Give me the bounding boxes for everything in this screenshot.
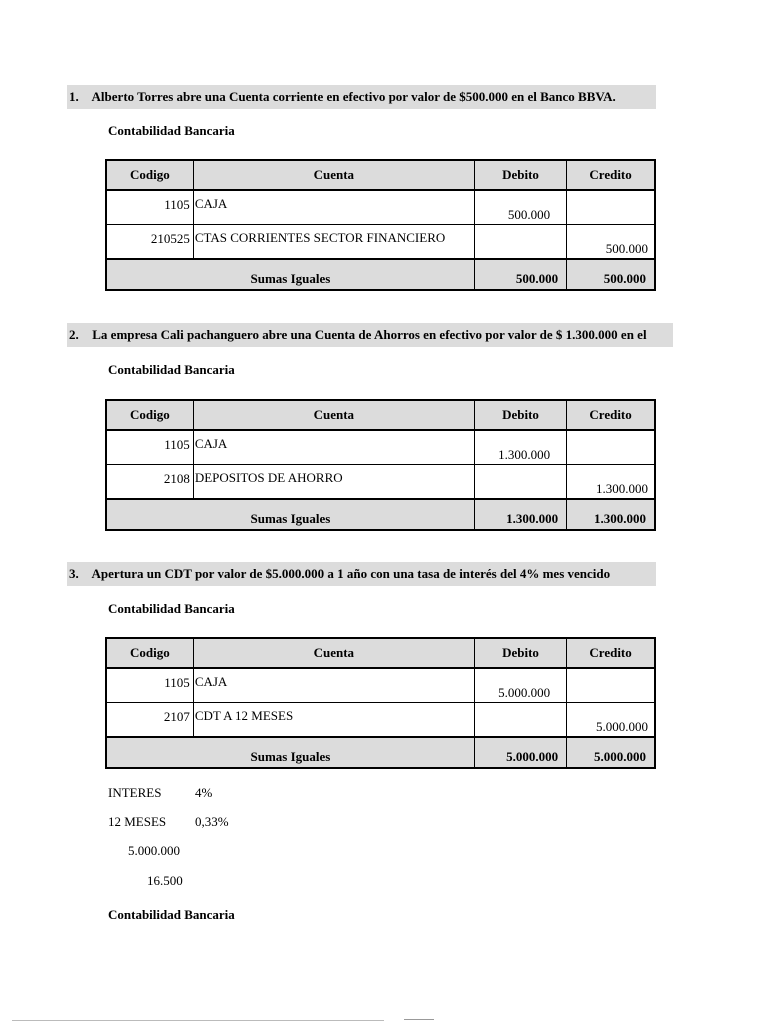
footer-divider (12, 1020, 384, 1021)
table-row (106, 703, 655, 738)
totals-row (106, 259, 655, 290)
total-debito: 5.000.000 (474, 737, 566, 768)
exercise-number: 3. (69, 566, 79, 581)
cell-credito (567, 430, 655, 465)
cell-credito: 500.000 (567, 225, 655, 260)
cell-codigo: 2108 (106, 465, 193, 500)
section-subtitle: Contabilidad Bancaria (108, 907, 235, 922)
col-header-cuenta: Cuenta (193, 400, 474, 430)
cell-credito (567, 190, 655, 225)
table-row (106, 225, 655, 260)
total-debito: 500.000 (474, 259, 566, 290)
cell-debito: 1.300.000 (474, 430, 566, 465)
cell-cuenta: CAJA (193, 668, 474, 703)
col-header-credito: Credito (567, 638, 655, 668)
interes-value: 4% (195, 785, 213, 800)
total-debito: 1.300.000 (474, 499, 566, 530)
total-credito: 5.000.000 (567, 737, 655, 768)
cell-cuenta: CDT A 12 MESES (193, 703, 474, 738)
col-header-debito: Debito (474, 638, 566, 668)
cell-cuenta: CTAS CORRIENTES SECTOR FINANCIERO (193, 225, 474, 260)
exercise-title: Alberto Torres abre una Cuenta corriente en efectivo por valor de $500.000 en el Banco BBVA. (91, 89, 616, 104)
exercise-title: La empresa Cali pachanguero abre una Cuenta de Ahorros en efectivo por valor de $ 1.300.000 en el (92, 327, 647, 342)
meses-label: 12 MESES (108, 814, 167, 829)
exercise-1-heading (67, 85, 656, 109)
total-credito: 500.000 (567, 259, 655, 290)
ledger-table-3 (105, 637, 656, 769)
cell-debito (474, 225, 566, 260)
exercise-3-heading (67, 562, 656, 586)
totals-row (106, 499, 655, 530)
cell-debito: 500.000 (474, 190, 566, 225)
cell-debito (474, 465, 566, 500)
totals-label: Sumas Iguales (106, 499, 474, 530)
cell-codigo: 1105 (106, 430, 193, 465)
cell-codigo: 1105 (106, 190, 193, 225)
cell-cuenta: CAJA (193, 430, 474, 465)
cell-credito: 5.000.000 (567, 703, 655, 738)
col-header-codigo: Codigo (106, 160, 193, 190)
table-header-row (106, 638, 655, 668)
cell-debito: 5.000.000 (474, 668, 566, 703)
ledger-table-2 (105, 399, 656, 531)
col-header-codigo: Codigo (106, 638, 193, 668)
cell-cuenta: DEPOSITOS DE AHORRO (193, 465, 474, 500)
table-row (106, 190, 655, 225)
totals-label: Sumas Iguales (106, 737, 474, 768)
table-header-row (106, 160, 655, 190)
table-row (106, 668, 655, 703)
interes-label: INTERES (108, 785, 162, 800)
table-header-row (106, 400, 655, 430)
section-subtitle: Contabilidad Bancaria (108, 601, 235, 616)
section-subtitle: Contabilidad Bancaria (108, 362, 235, 377)
cell-debito (474, 703, 566, 738)
exercise-number: 2. (69, 327, 79, 342)
exercise-title: Apertura un CDT por valor de $5.000.000 a 1 año con una tasa de interés del 4% mes vencido (91, 566, 611, 581)
ledger-table-1 (105, 159, 656, 291)
table-row (106, 430, 655, 465)
col-header-debito: Debito (474, 400, 566, 430)
col-header-cuenta: Cuenta (193, 638, 474, 668)
col-header-debito: Debito (474, 160, 566, 190)
table-row (106, 465, 655, 500)
cell-credito: 1.300.000 (567, 465, 655, 500)
exercise-number: 1. (69, 89, 79, 104)
cell-codigo: 210525 (106, 225, 193, 260)
cell-credito (567, 668, 655, 703)
footer-fragment (404, 1019, 434, 1025)
totals-row (106, 737, 655, 768)
meses-value: 0,33% (195, 814, 229, 829)
totals-label: Sumas Iguales (106, 259, 474, 290)
col-header-codigo: Codigo (106, 400, 193, 430)
cell-cuenta: CAJA (193, 190, 474, 225)
total-credito: 1.300.000 (567, 499, 655, 530)
capital-value: 5.000.000 (128, 843, 180, 858)
interest-result: 16.500 (147, 873, 183, 888)
col-header-cuenta: Cuenta (193, 160, 474, 190)
col-header-credito: Credito (567, 160, 655, 190)
col-header-credito: Credito (567, 400, 655, 430)
cell-codigo: 2107 (106, 703, 193, 738)
cell-codigo: 1105 (106, 668, 193, 703)
section-subtitle: Contabilidad Bancaria (108, 123, 235, 138)
exercise-2-heading (67, 323, 673, 347)
